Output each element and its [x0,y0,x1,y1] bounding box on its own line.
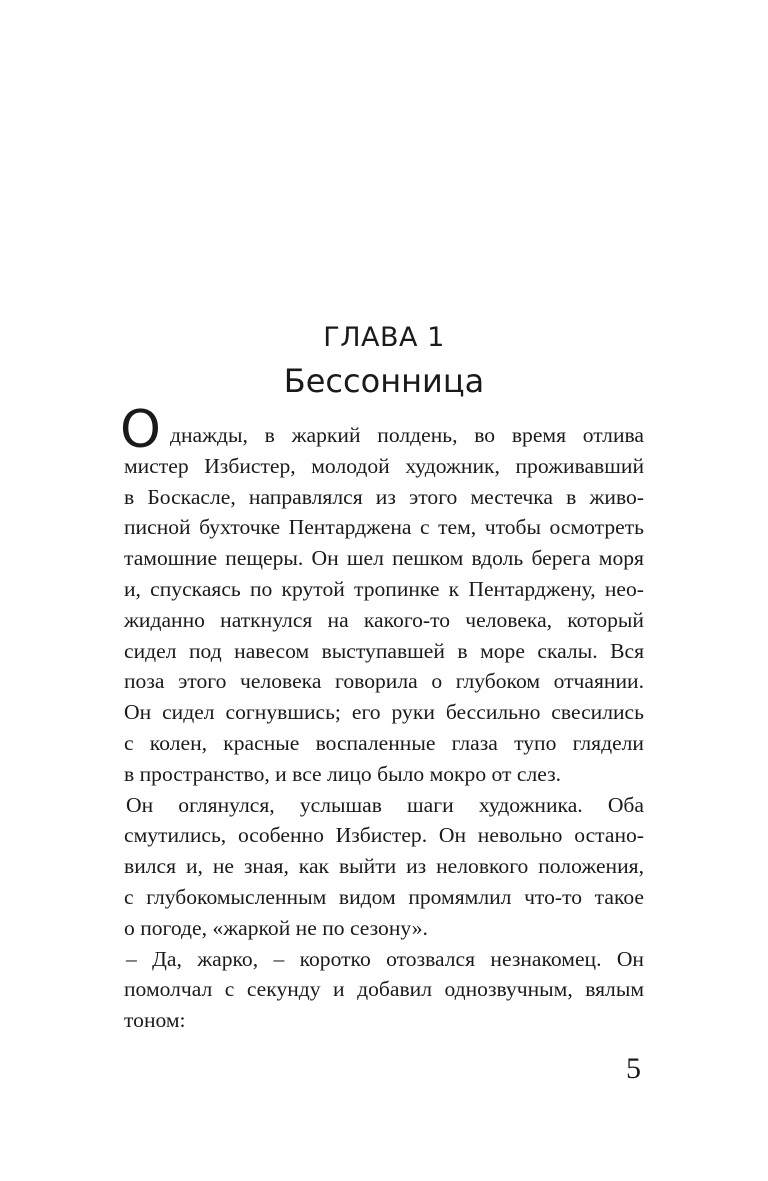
page-number: 5 [626,1052,641,1085]
text-line: Он оглянулся, услышав шаги художника. Оба [126,792,644,817]
chapter-title: Бессонница [283,362,485,400]
text-line: помолчал с секунду и добавил однозвучным, вялым [124,977,644,1002]
text-line: с глубокомысленным видом промямлил что-то такое [124,884,644,909]
chapter-label: ГЛАВА 1 [323,322,445,353]
text-line: в Боскасле, направлялся из этого местечка в живо- [124,484,644,509]
body-text [120,400,644,1036]
paragraph-3 [124,944,644,1036]
text-line: с колен, красные воспаленные глаза тупо глядели [124,730,644,755]
text-line: в пространство, и все лицо было мокро от слез. [124,761,561,786]
text-line: тамошние пещеры. Он шел пешком вдоль берега моря [124,546,644,571]
dropcap: О [120,400,161,460]
text-line: смутились, особенно Избистер. Он невольно остано- [124,823,644,848]
text-line: днажды, в жаркий полдень, во время отлива [170,423,644,447]
text-line: сидел под навесом выступавшей в море скалы. Вся [124,638,644,663]
paragraph-1 [120,400,644,790]
text-line: мистер Избистер, молодой художник, проживавший [124,453,644,478]
text-line: Он сидел согнувшись; его руки бессильно свесились [124,700,644,725]
text-line: – Да, жарко, – коротко отозвался незнакомец. Он [126,946,644,971]
first-line [120,400,644,460]
text-line: о погоде, «жаркой не по сезону». [124,915,428,940]
text-line: тоном: [124,1008,186,1033]
text-line: поза этого человека говорила о глубоком отчаянии. [124,669,644,694]
paragraph-2 [124,790,644,944]
text-line: вился и, не зная, как выйти из неловкого положения, [124,854,644,879]
text-line: жиданно наткнулся на какого-то человека, который [124,607,644,632]
text-line: писной бухточке Пентарджена с тем, чтобы осмотреть [124,515,644,540]
text-line: и, спускаясь по крутой тропинке к Пентарджену, нео- [124,576,644,601]
